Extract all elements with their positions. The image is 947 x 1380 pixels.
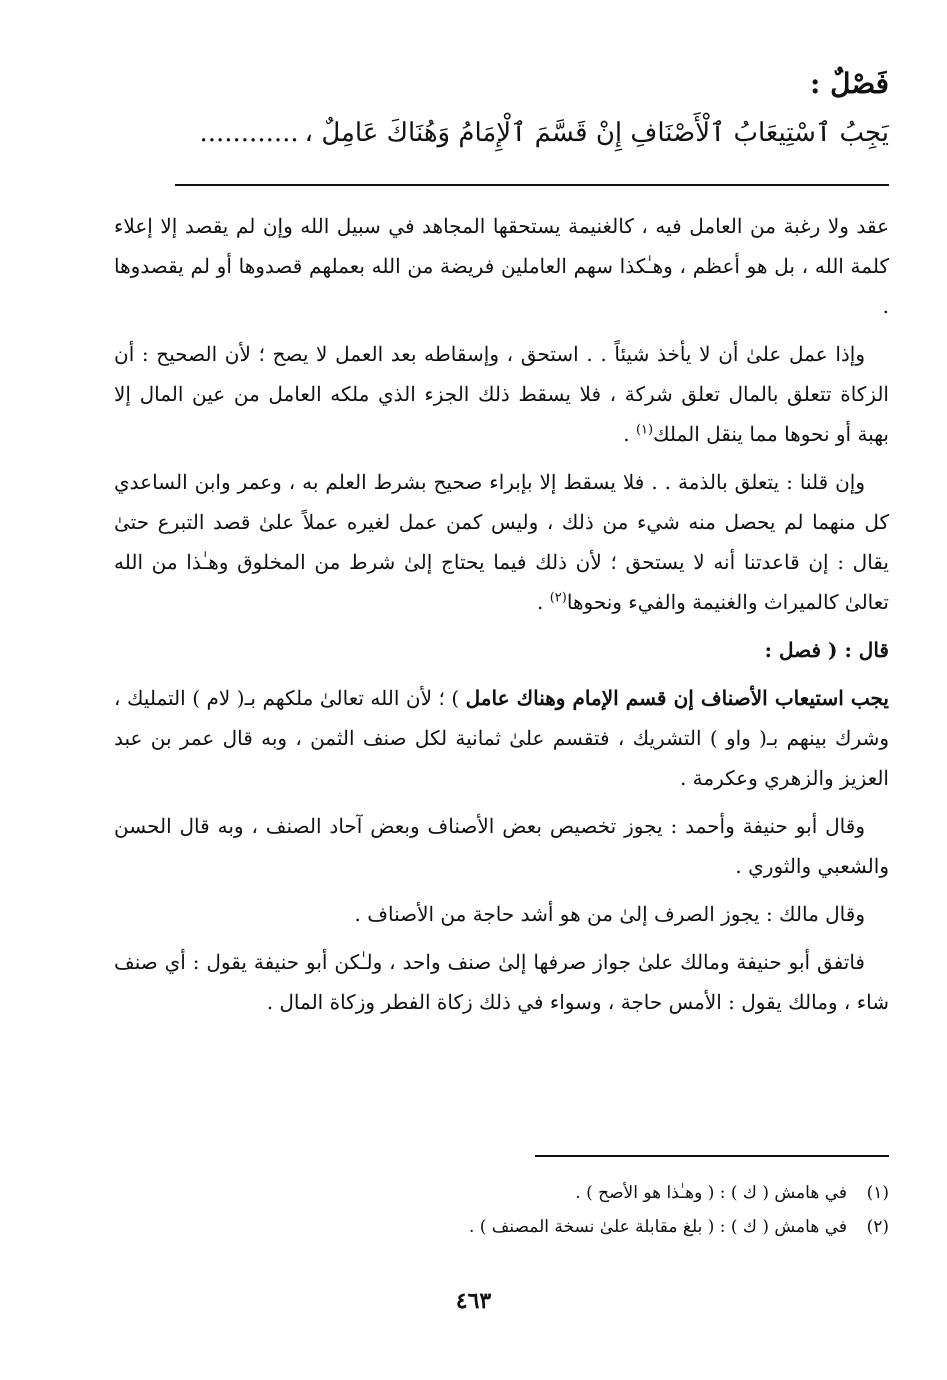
- footnote-2: [114, 1210, 889, 1244]
- paragraph-7: وقال مالك : يجوز الصرف إلىٰ من هو أشد حاجة من الأصناف .: [354, 902, 865, 926]
- footnote-ref-1[interactable]: (١): [635, 422, 654, 438]
- paragraph-2: [114, 334, 889, 454]
- commentary-body: [114, 206, 889, 1030]
- paragraph-5-bold: يجب استيعاب الأصناف إن قسم الإمام وهناك عامل: [465, 686, 889, 710]
- paragraph-8: فاتفق أبو حنيفة ومالك علىٰ جواز صرفها إلىٰ صنف واحد ، ولـٰكن أبو حنيفة يقول : أي صنف شاء ، ومالك يقول : الأمس حاجة ، وسواء في ذلك زكاة الفطر وزكاة المال .: [114, 950, 889, 1014]
- paragraph-3-text: وإن قلنا : يتعلق بالذمة . . فلا يسقط إلا بإبراء صحيح بشرط العلم به ، وعمر وابن الساعدي كل منهما لم يحصل منه شيء من ذلك ، وليس كمن عمل لغيره عملاً علىٰ قصد التبرع حتىٰ يقال : إن قاعدتنا أنه لا يستحق ؛ لأن ذلك فيما يحتاج إلىٰ شرط من المخلوق وهـٰذا من الله تعالىٰ كالميراث والغنيمة والفيء ونحوها: [114, 470, 889, 614]
- paragraph-2-end: .: [623, 422, 636, 446]
- section-title: فَصْلٌ :: [810, 67, 889, 100]
- matn-dots: ............: [199, 118, 299, 148]
- section-header: [114, 62, 889, 158]
- footnote-1-text: في هامش ( ك ) : ( وهـٰذا هو الأصح ) .: [575, 1183, 847, 1203]
- footnote-2-number: (٢): [866, 1217, 889, 1237]
- footnote-1-number: (١): [866, 1183, 889, 1203]
- page-number: ٤٦٣: [455, 1288, 492, 1314]
- footnotes: [114, 1176, 889, 1244]
- footnote-ref-2[interactable]: (٢): [549, 590, 567, 606]
- footnote-divider: [535, 1155, 889, 1157]
- paragraph-1: عقد ولا رغبة من العامل فيه ، كالغنيمة يستحقها المجاهد في سبيل الله وإن لم يقصد إلا إعلاء كلمة الله ، بل هو أعظم ، وهـٰكذا سهم العاملين فريضة من الله بعملهم قصدوها أو لم يقصدوها .: [114, 214, 889, 318]
- paragraph-4: قال : ( فصل :: [764, 638, 889, 662]
- footnote-2-text: في هامش ( ك ) : ( بلغ مقابلة علىٰ نسخة المصنف ) .: [468, 1217, 847, 1237]
- footnote-1: [114, 1176, 889, 1210]
- paragraph-5: [114, 678, 889, 798]
- header-divider: [175, 184, 889, 186]
- matn-text: يَجِبُ ٱسْتِيعَابُ ٱلْأَصْنَافِ إِنْ قَسَّمَ ٱلْإِمَامُ وَهُنَاكَ عَامِلٌ ،: [304, 118, 889, 148]
- paragraph-5-rest: ) ؛ لأن الله تعالىٰ ملكهم بـ( لام ) التمليك ، وشرك بينهم بـ( واو ) التشريك ، فتقسم علىٰ ثمانية لكل صنف الثمن ، وبه قال عمر بن عبد العزيز والزهري وعكرمة .: [114, 686, 889, 790]
- paragraph-2-text: وإذا عمل علىٰ أن لا يأخذ شيئاً . . استحق ، وإسقاطه بعد العمل لا يصح ؛ لأن الصحيح : أن الزكاة تتعلق بالمال تعلق شركة ، فلا يسقط ذلك الجزء الذي ملكه العامل من عين المال إلا بهبة أو نحوها مما ينقل الملك: [114, 342, 889, 446]
- paragraph-3-end: .: [536, 590, 550, 614]
- paragraph-6: وقال أبو حنيفة وأحمد : يجوز تخصيص بعض الأصناف وبعض آحاد الصنف ، وبه قال الحسن والشعبي والثوري .: [114, 814, 889, 878]
- paragraph-3: [114, 462, 889, 622]
- matn-line: [114, 108, 889, 158]
